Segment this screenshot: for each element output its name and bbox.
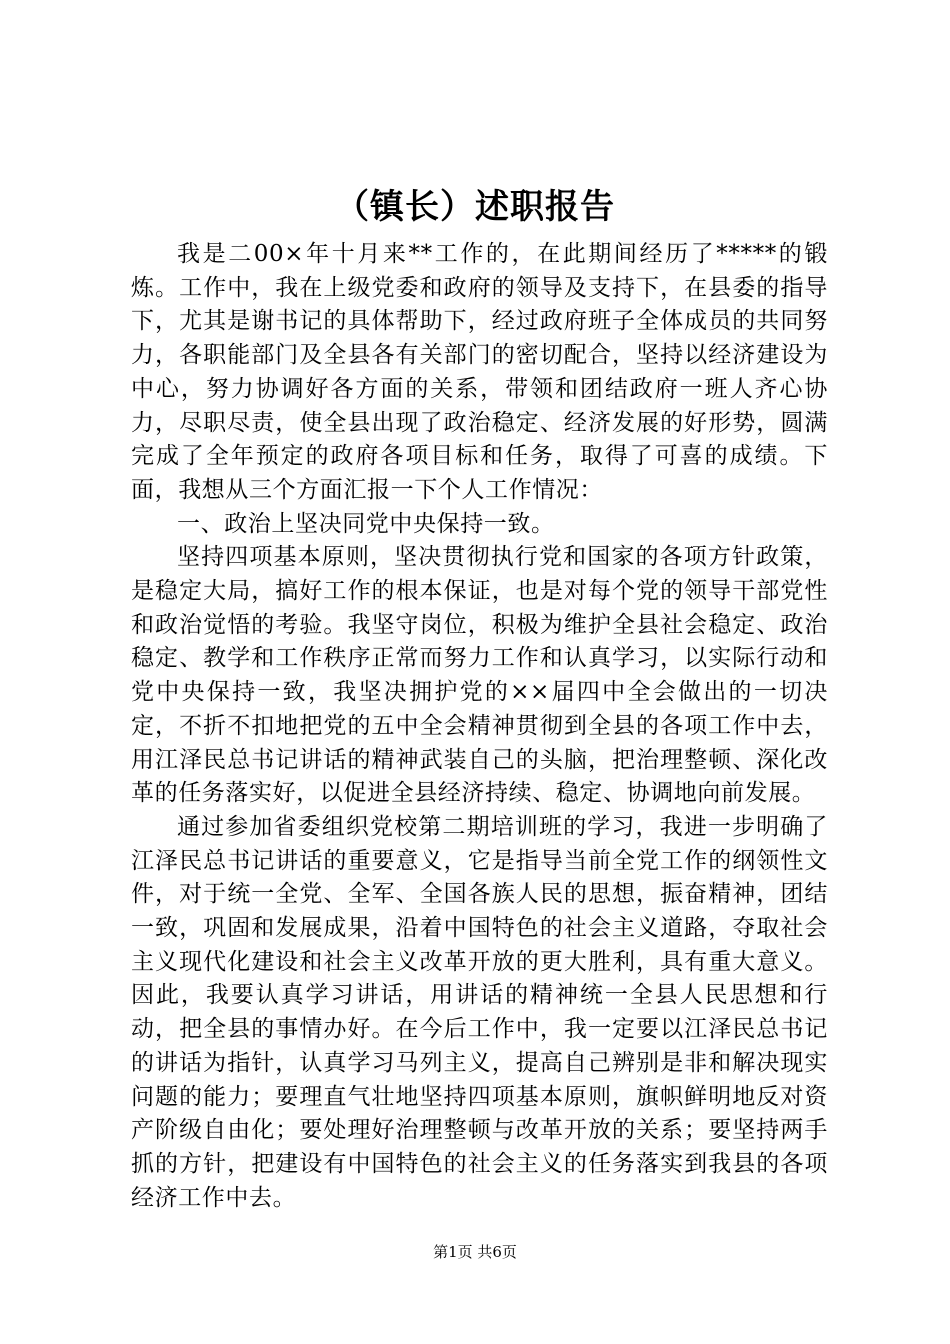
page-footer: 第1页 共6页: [433, 1243, 517, 1261]
section-heading-1: 一、政治上坚决同党中央保持一致。: [177, 510, 555, 537]
document-body: [131, 238, 828, 1215]
paragraph-intro: 我是二00×年十月来**工作的，在此期间经历了*****的锻炼。工作中，我在上级党委和政府的领导及支持下，在县委的指导下，尤其是谢书记的具体帮助下，经过政府班子全体成员的共同努力，各职能部门及全县各有关部门的密切配合，坚持以经济建设为中心，努力协调好各方面的关系，带领和团结政府一班人齐心协力，尽职尽责，使全县出现了政治稳定、经济发展的好形势，圆满完成了全年预定的政府各项目标和任务，取得了可喜的成绩。下面，我想从三个方面汇报一下个人工作情况：: [131, 241, 828, 503]
paragraph-principles: 坚持四项基本原则，坚决贯彻执行党和国家的各项方针政策，是稳定大局，搞好工作的根本保证，也是对每个党的领导干部党性和政治觉悟的考验。我坚守岗位，积极为维护全县社会稳定、政治稳定、教学和工作秩序正常而努力工作和认真学习，以实际行动和党中央保持一致，我坚决拥护党的××届四中全会做出的一切决定，不折不扣地把党的五中全会精神贯彻到全县的各项工作中去，用江泽民总书记讲话的精神武装自己的头脑，把治理整顿、深化改革的任务落实好，以促进全县经济持续、稳定、协调地向前发展。: [131, 544, 828, 807]
paragraph-study: 通过参加省委组织党校第二期培训班的学习，我进一步明确了江泽民总书记讲话的重要意义，它是指导当前全党工作的纲领性文件，对于统一全党、全军、全国各族人民的思想，振奋精神，团结一致，巩固和发展成果，沿着中国特色的社会主义道路，夺取社会主义现代化建设和社会主义改革开放的更大胜利，具有重大意义。因此，我要认真学习讲话，用讲话的精神统一全县人民思想和行动，把全县的事情办好。在今后工作中，我一定要以江泽民总书记的讲话为指针，认真学习马列主义，提高自己辨别是非和解决现实问题的能力；要理直气壮地坚持四项基本原则，旗帜鲜明地反对资产阶级自由化；要处理好治理整顿与改革开放的关系；要坚持两手抓的方针，把建设有中国特色的社会主义的任务落实到我县的各项经济工作中去。: [131, 813, 828, 1211]
page-title: （镇长）述职报告: [335, 187, 615, 227]
